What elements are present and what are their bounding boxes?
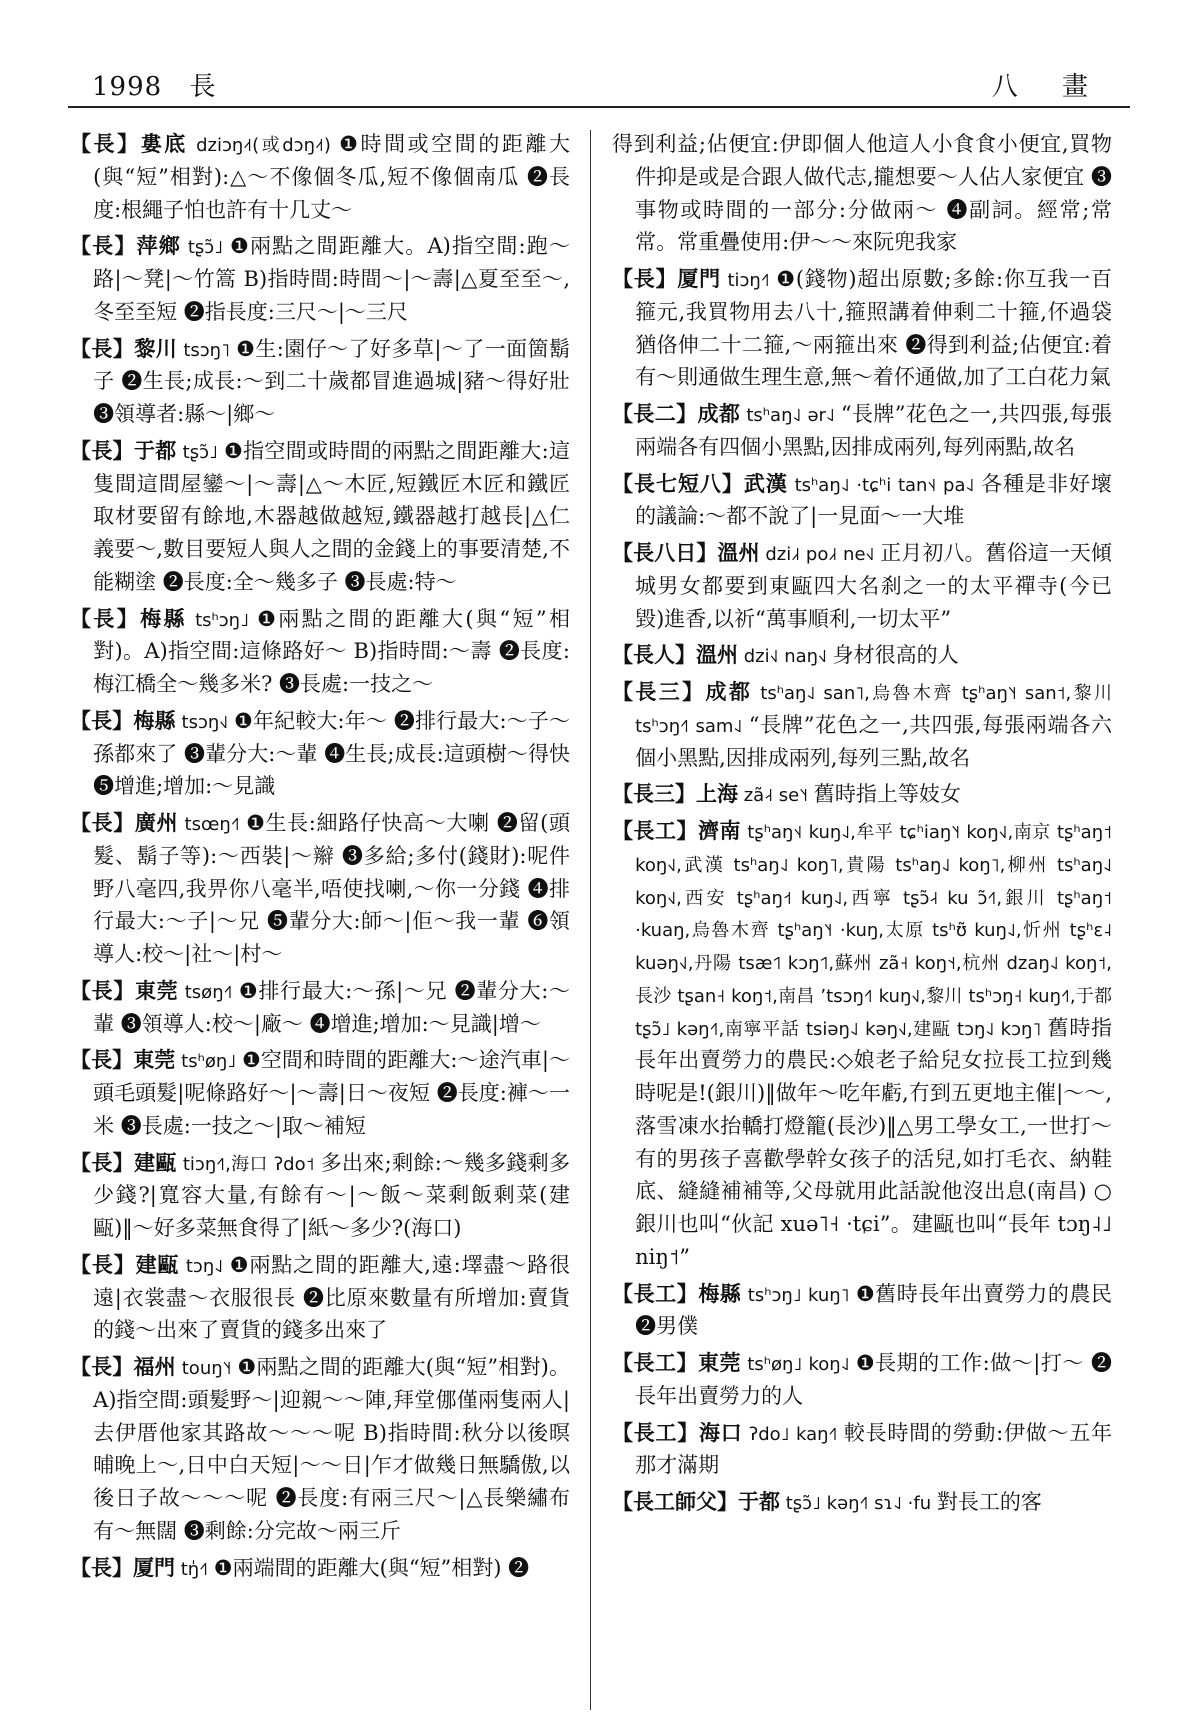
dictionary-entry: [612, 398, 1112, 464]
entry-location: 于都: [738, 1489, 780, 1514]
entry-location: 梅縣: [140, 605, 187, 631]
entry-definition: ❶生長:細路仔快高～大喇 ❷留(頭髮、鬍子等):～西裝|～辮 ❸多給;多付(錢財):呢件野八毫四,我畀你八毫半,唔使找喇,～你一分錢 ❹排行最大:～子|～兄 ❺輩分大:師～|佢～我一輩 ❻領導人:校～|社～|村～: [93, 811, 571, 966]
entry-definition: 較長時間的勞動:伊做～五年那才滿期: [635, 1420, 1113, 1478]
entry-definition: 對長工的客: [936, 1490, 1042, 1514]
entry-phonetic: tiɔŋ˧˥,海口 ʔdo˦: [176, 1153, 321, 1175]
entry-headword: 【長】: [70, 605, 141, 631]
page-number: 1998: [92, 72, 163, 102]
entry-phonetic: tsʰaŋ˨˩ ·tɕʰi tan˦˨ pa˨˩: [787, 474, 982, 496]
head-character: 長: [189, 72, 217, 102]
entry-headword: 【長】: [70, 335, 135, 361]
entry-headword: 【長八日】: [612, 540, 718, 565]
entry-location: 廣州: [134, 810, 179, 835]
entry-location: 梅縣: [698, 1280, 742, 1306]
entry-location: 梅縣: [133, 707, 176, 733]
left-column: [70, 128, 570, 1588]
entry-definition: ❶生:園仔～了好多草|～了一面箇鬍子 ❷生長;成長:～到二十歲都冒進過城|豬～得好壯 ❸領導者:縣～|鄉～: [93, 336, 571, 426]
dictionary-entry: [70, 435, 570, 599]
entry-definition: 各種是非好壞的議論:～都不說了|一見面～一大堆: [635, 471, 1113, 529]
entry-phonetic: tsøŋ˧˥: [178, 981, 239, 1003]
entry-definition: ❶兩點之間的距離大,遠:墿盡～路很遠|衣裳盡～衣服很長 ❷比原來數量有所增加:賣貨的錢～出來了賣貨的錢多出來了: [93, 1252, 570, 1343]
entry-headword: 【長】: [70, 233, 137, 259]
entry-definition: ❶兩端間的距離大(與“短”相對) ❷: [213, 1555, 530, 1580]
entry-phonetic: tʂɔ̃˩: [176, 441, 224, 463]
dictionary-entry: [70, 1147, 570, 1245]
entry-location: 溫州: [717, 540, 760, 565]
entry-phonetic: tʂʰaŋ˦˨ kuŋ˨˩,牟平 tɕʰiaŋ˥˧ koŋ˧˩,南京 tʂʰaŋ˦ koŋ˧˩,武漢 tsʰaŋ˨˩ koŋ˥,貴陽 tsʰaŋ˨˩ koŋ˥,柳州 tsʰaŋ˨˩ koŋ˧˩,西安 tʂʰaŋ˧˦ kuŋ˨˩,西寧 tʂɔ̃˨˧ ku ɔ̃˧˥,銀川 tʂʰaŋ˦ ·kuaŋ,烏魯木齊 tʂʰaŋ˥˧ ·kuŋ,太原 tsʰʊ̃ kuŋ˨˩,忻州 tʂʰɛ˨ kuəŋ˧˩,丹陽 tsæ˦˥ kɔŋ˦˥,蘇州 zã˧ koŋ˦˧,杭州 dzaŋ˨˩ koŋ˦,長沙 tʂan˧ koŋ˦,南昌 ʼtsɔŋ˧˥ kuŋ˧˩,黎川 tsʰɔŋ˧ kuŋ˧˥,于都 tʂɔ̃˩ kəŋ˧˥,南寧平話 tsiəŋ˨˩ kəŋ˧˩,建甌 tɔŋ˨˩ kɔŋ˥: [635, 822, 1112, 1040]
entry-definition: 正月初八。舊俗這一天傾城男女都要到東甌四大名刹之一的太平禪寺(今已毀)進香,以祈“萬事順利,一切太平”: [635, 541, 1113, 631]
entry-definition: ❶時間或空間的距離大(與“短”相對):△～不像個冬瓜,短不像個南瓜 ❷長度:根繩子怕也許有十几丈～: [93, 132, 571, 222]
header-left: [92, 66, 216, 103]
entry-location: 濟南: [698, 818, 742, 843]
dictionary-entry: [612, 468, 1112, 534]
entry-definition: ❶長期的工作:做～|打～ ❷長年出賣勞力的人: [635, 1351, 1113, 1408]
entry-phonetic: dzi˧˩ naŋ˧˩: [738, 646, 833, 668]
dictionary-entry: [70, 1044, 570, 1142]
entry-definition: ❶兩點之間的距離大(與“短”相對)。A)指空間:頭髮野～|迎親～～陣,拜堂㑚僅兩隻兩人|去伊厝他家其路故～～～呢 B)指時間:秋分以後暝晡晚上～,日中白天短|～～日|乍才做幾日無驕傲,以後日子故～～～呢 ❷長度:有兩三尺～|△長樂繡布有～無闊 ❸剩餘:分完故～兩三斤: [93, 1355, 571, 1543]
dictionary-entry: [70, 128, 570, 226]
entry-phonetic: zã˨˧ se˥˧: [738, 785, 814, 807]
entry-location: 厦門: [677, 266, 721, 291]
entry-headword: 【長】: [612, 266, 678, 291]
entry-location: 武漢: [743, 470, 788, 496]
entry-location: 婁底: [140, 131, 188, 156]
entry-location: 建甌: [135, 1251, 180, 1277]
entry-headword: 【長】: [70, 707, 134, 733]
entry-location: 黎川: [134, 335, 178, 361]
entry-phonetic: tsʰøŋ˩ koŋ˨˩: [741, 1354, 856, 1375]
entry-phonetic: tsʰaŋ˨˩ san˥,烏魯木齊 tʂʰaŋ˥˧ san˦,黎川 tsʰɔŋ˧˥ sam˨˩: [635, 683, 1112, 737]
entry-definition: 舊時指上等妓女: [813, 782, 961, 807]
entry-phonetic: touŋ˥˧: [175, 1358, 238, 1379]
dictionary-entry: [70, 1351, 570, 1548]
entry-headword: 【長工】: [612, 1419, 700, 1445]
entry-phonetic: tsɔŋ˧˩: [175, 711, 235, 733]
right-column: [612, 128, 1112, 1523]
dictionary-entry: [70, 333, 570, 431]
entry-phonetic: tsʰøŋ˩: [175, 1051, 242, 1073]
dictionary-entry: [612, 815, 1112, 1274]
entry-location: 東莞: [133, 1047, 176, 1073]
dictionary-entry: [70, 705, 570, 803]
entry-headword: 【長工師父】: [612, 1489, 738, 1514]
entry-location: 于都: [133, 437, 177, 463]
entry-phonetic: dzi˩˧ po˩˧ ne˧˩: [759, 544, 881, 565]
entry-headword: 【長三】: [612, 781, 696, 807]
entry-phonetic: tsʰɔŋ˩: [186, 609, 258, 631]
entry-location: 福州: [133, 1354, 176, 1379]
entry-headword: 【長七短八】: [612, 470, 744, 496]
entry-headword: 【長】: [70, 131, 141, 156]
entry-definition: 得到利益;佔便宜:伊即個人他這人小食食小便宜,買物件抑是或是合跟人做代志,攏想要～人佔人家便宜 ❸事物或時間的一部分:分做兩～ ❹副詞。經常;常常。常重疊使用:伊～～來阮兜我家: [612, 132, 1112, 255]
dictionary-entry: [70, 1552, 570, 1585]
dictionary-entry: [612, 537, 1112, 635]
dictionary-entry: [612, 1278, 1112, 1344]
entry-headword: 【長】: [70, 1554, 133, 1580]
dictionary-entry: [70, 1249, 570, 1347]
dictionary-entry: [612, 1486, 1112, 1519]
dictionary-entry: [70, 807, 570, 971]
entry-definition: 舊時指長年出賣勞力的農民:◇娘老子給兒女拉長工拉到幾時呢是!(銀川)‖做年～吃年虧,冇到五更地主催|～～,落雪凍水抬轎打燈籠(長沙)‖△男工學女工,一世打～有的男孩子喜歡學幹女孩子的活兒,如打毛衣、納鞋底、縫縫補補等,父母就用此話說他沒出息(南昌) ○銀川也叫“伙記 xuə˥˧ ·tɕi”。建甌也叫“長年 tɔŋ˨˩ niŋ˦”: [635, 1015, 1112, 1269]
entry-headword: 【長】: [70, 1149, 135, 1175]
entry-headword: 【長工】: [612, 818, 699, 843]
entry-phonetic: tɔŋ˨˩: [179, 1255, 230, 1277]
dictionary-entry: [612, 639, 1112, 672]
entry-location: 建甌: [134, 1149, 177, 1175]
entry-phonetic: tsʰaŋ˨˩ ər˨˩: [740, 405, 841, 426]
entry-headword: 【長二】: [612, 401, 698, 426]
entry-definition: ❶指空間或時間的兩點之間距離大:這隻間這間屋鑾～|～壽|△～木匠,短鐵匠木匠和鐵匠取材要留有餘地,木器越做越短,鐵器越打越長|△仁義要～,數目要短人與人之間的金錢上的事要清楚,不能糊塗 ❷長度:全～幾多子 ❸長處:特～: [93, 438, 571, 594]
entry-definition: ❶年紀較大:年～ ❷排行最大:～子～孫都來了 ❸輩分大:～輩 ❹生長;成長:這頭樹～得快 ❺增進;增加:～見識: [93, 708, 571, 799]
entry-location: 東莞: [135, 977, 179, 1003]
entry-location: 厦門: [133, 1554, 175, 1580]
entry-definition: 身材很高的人: [832, 643, 959, 668]
column-divider: [590, 130, 591, 1710]
entry-definition: ❶兩點之間距離大。A)指空間:跑～路|～凳|～竹篙 B)指時間:時間～|～壽|△夏至至～,冬至至短 ❷指長度:三尺～|～三尺: [93, 234, 570, 324]
entry-headword: 【長】: [70, 437, 134, 463]
section-title: 八 畫: [991, 72, 1106, 102]
entry-headword: 【長】: [70, 1354, 134, 1379]
page-header: [68, 62, 1130, 108]
entry-headword: 【長】: [70, 977, 136, 1003]
entry-phonetic: dziɔŋ˨˦(或dɔŋ˨˦): [187, 135, 340, 156]
entry-definition: ❶空間和時間的距離大:～途汽車|～頭毛頭髮|呢條路好～|～壽|日～夜短 ❷長度:褲～一米 ❸長處:一技之～|取～補短: [93, 1048, 570, 1138]
entry-phonetic: tsœŋ˧˥: [178, 814, 247, 835]
dictionary-entry: [70, 603, 570, 701]
entry-location: 上海: [696, 781, 738, 807]
entry-location: 東莞: [698, 1350, 742, 1375]
dictionary-entry: [612, 778, 1112, 811]
entry-location: 溫州: [696, 642, 738, 668]
entry-definition: “長牌”花色之一,共四張,每張兩端各六個小黑點,因排成兩列,每列三點,故名: [635, 712, 1112, 770]
entry-phonetic: tsɔŋ˥: [177, 339, 237, 361]
entry-location: 海口: [699, 1419, 743, 1445]
entry-headword: 【長三】: [612, 679, 706, 704]
entry-location: 成都: [705, 679, 753, 704]
entry-headword: 【長】: [70, 1047, 134, 1073]
entry-definition: ❶排行最大:～孫|～兄 ❷輩分大:～輩 ❸領導人:校～|廠～ ❹增進;增加:～見識|增～: [93, 978, 571, 1036]
entry-headword: 【長人】: [612, 642, 696, 668]
entry-definition: ❶(錢物)超出原數;多餘:你互我一百箍元,我買物用去八十,箍照講着伸剩二十箍,伓過袋猶佫伸二十二箍,～兩箍出來 ❷得到利益;佔便宜:着有～則通做生理生意,無～着伓通做,加了工白花力氣: [635, 267, 1112, 390]
dictionary-entry: [612, 1417, 1112, 1483]
entry-headword: 【長】: [70, 810, 135, 835]
dictionary-entry: [612, 676, 1112, 774]
entry-headword: 【長】: [70, 1251, 136, 1277]
entry-phonetic: tiɔŋ˧˥: [720, 270, 777, 291]
entry-definition: ❶兩點之間的距離大(與“短”相對)。A)指空間:這條路好～ B)指時間:～壽 ❷長度:梅江橋全～幾多米? ❸長處:一技之～: [93, 606, 570, 696]
entry-phonetic: tsʰɔŋ˩ kuŋ˥: [741, 1284, 856, 1306]
entry-phonetic: tʂɔ̃˩: [180, 237, 230, 259]
entry-phonetic: tŋ̍˧˥: [175, 1558, 214, 1580]
dictionary-entry: [70, 975, 570, 1041]
entry-definition: ❶舊時長年出賣勞力的農民 ❷男僕: [635, 1281, 1113, 1339]
entry-location: 成都: [697, 401, 741, 426]
entry-definition: 多出來;剩餘:～幾多錢剩多少錢?|寬容大量,有餘有～|～飯～菜剩飯剩菜(建甌)‖～好多菜無食得了|紙～多少?(海口): [93, 1150, 570, 1240]
dictionary-entry: [70, 230, 570, 328]
dictionary-entry: [612, 128, 1112, 259]
entry-phonetic: ʔdo˩ kaŋ˧˥: [742, 1423, 844, 1445]
entry-phonetic: tʂɔ̃˩ kəŋ˧˥ sɿ˨˩ ·fu: [780, 1493, 937, 1514]
entry-definition: “長牌”花色之一,共四張,每張兩端各有四個小黑點,因排成兩列,每列兩點,故名: [635, 402, 1112, 459]
dictionary-entry: [612, 1347, 1112, 1413]
entry-headword: 【長工】: [612, 1350, 699, 1375]
dictionary-entry: [612, 263, 1112, 394]
entry-location: 萍鄉: [136, 233, 181, 259]
entry-headword: 【長工】: [612, 1280, 699, 1306]
